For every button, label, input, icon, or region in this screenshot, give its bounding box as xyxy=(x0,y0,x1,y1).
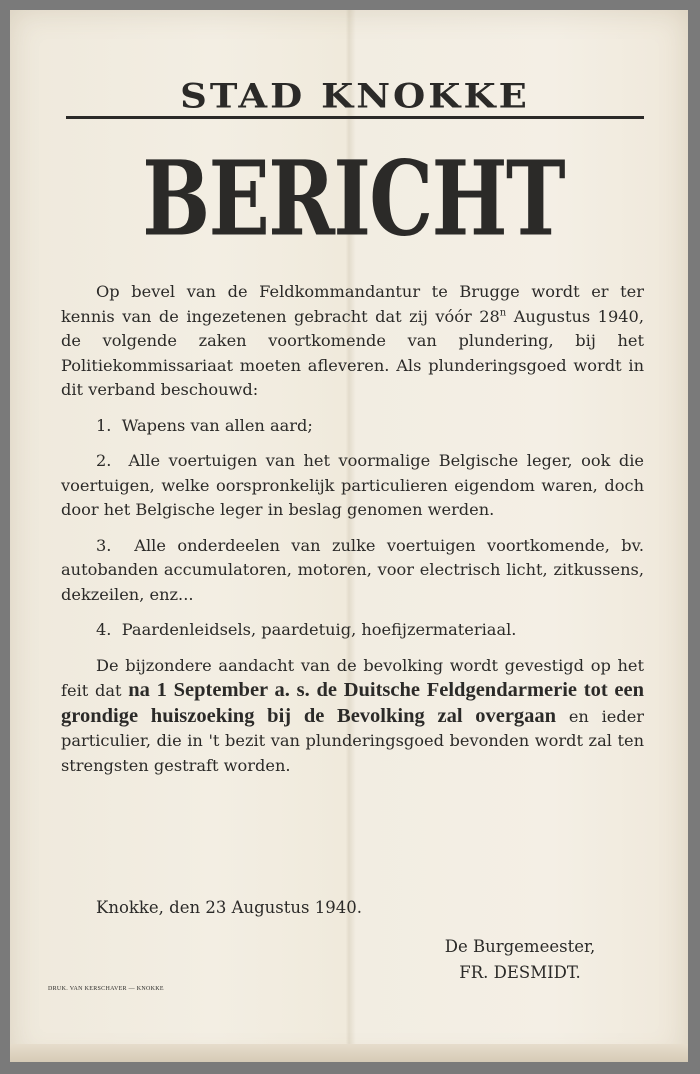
printer-credit: DRUK. VAN KERSCHAVER — KNOKKE xyxy=(48,986,164,992)
notice-body xyxy=(61,280,644,778)
paper-fold xyxy=(10,1044,688,1062)
warning-text-after: en ieder particulier, die in 't bezit van plunderingsgoed bevonden wordt zal ten strengsten gestraft worden. xyxy=(61,706,645,775)
warning-paragraph xyxy=(61,654,644,779)
item-number: 2. xyxy=(96,451,112,470)
item-text: Wapens van allen aard; xyxy=(121,415,313,435)
warning-text: De bijzondere aandacht van de bevolking wordt gevestigd op het feit dat xyxy=(61,655,644,700)
item-number: 4. xyxy=(96,620,112,639)
list-item-3 xyxy=(61,534,644,608)
intro-text-after: Augustus 1940, de volgende zaken voortkomende van plundering, bij het Politiekommissariaat moeten afleveren. Als plunderingsgoed wordt in dit verband beschouwd: xyxy=(61,306,644,399)
list-item-1 xyxy=(61,414,644,439)
item-number: 3. xyxy=(96,535,112,555)
signature-name: FR. DESMIDT. xyxy=(459,963,581,982)
header-stad-knokke: STAD KNOKKE xyxy=(180,76,530,116)
item-number: 1. xyxy=(96,415,112,435)
list-item-4 xyxy=(61,618,644,643)
title-bericht: BERICHT xyxy=(142,139,565,260)
header-rule xyxy=(66,116,644,119)
item-text: Alle voertuigen van het voormalige Belgische leger, ook die voertuigen, welke oorspronkelijk particulieren eigendom waren, doch door het Belgische leger in beslag genomen werden. xyxy=(61,451,644,519)
signature-role: De Burgemeester, xyxy=(444,937,596,956)
date-line: Knokke, den 23 Augustus 1940. xyxy=(96,898,362,917)
intro-text: Op bevel van de Feldkommandantur te Brugge wordt er ter kennis van de ingezetenen gebracht dat zij vóór 28 xyxy=(61,282,644,326)
intro-paragraph xyxy=(61,280,644,403)
item-text: Paardenleidsels, paardetuig, hoefijzermateriaal. xyxy=(121,620,517,639)
warning-emphasis: na 1 September a. s. de Duitsche Feldgendarmerie tot een grondige huiszoeking bij de Bevolking zal overgaan xyxy=(61,679,644,727)
signature-block xyxy=(420,934,620,986)
item-text: Alle onderdeelen van zulke voertuigen voortkomende, bv. autobanden accumulatoren, motoren, voor electrisch licht, zitkussens, dekzeilen, enz... xyxy=(61,535,644,604)
intro-superscript: n xyxy=(499,307,507,319)
list-item-2 xyxy=(61,449,644,523)
